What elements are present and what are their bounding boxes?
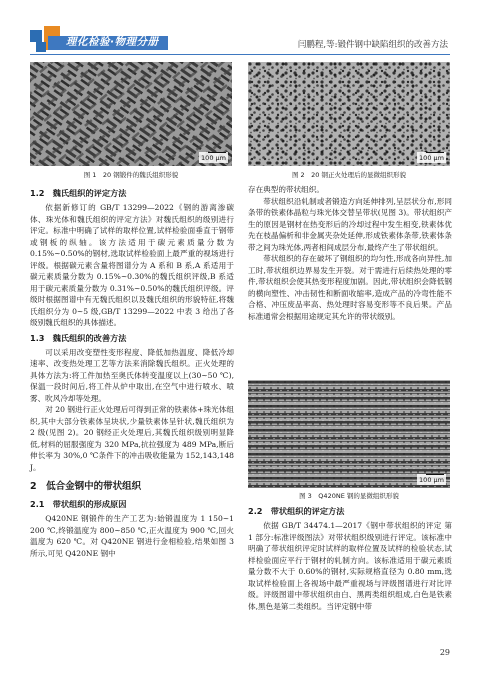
- paragraph: Q420NE 钢锻件的生产工艺为:始锻温度为 1 150~1 200 ℃,终锻温度为 800~850 ℃,正火温度为 900 ℃,回火温度为 620 ℃。对 Q420NE 钢进行金相检验,结果如图 3 所示,可见 Q420NE 钢中: [30, 514, 234, 558]
- section-title: 理化检验·物理分册: [66, 36, 159, 48]
- figure-2-scale-bar: 100 μm: [417, 152, 446, 164]
- figure-1-scale-bar: 100 μm: [199, 152, 228, 164]
- running-title: 闫鹏程,等:锻件钢中缺陷组织的改善方法: [297, 40, 448, 50]
- figure-1-micrograph: [30, 62, 232, 166]
- paragraph: 可以采用改变塑性变形程度、降低加热温度、降低冷却速率、改变热处理工艺等方法来消除魏氏组织。正火处理的具体方法为:将工件加热至奥氏体转变温度以上(30~50 ℃),保温一段时间后,将工件从炉中取出,在空气中进行喷水、喷雾、吹风冷却等处理。: [30, 347, 234, 403]
- heading-2-2: 2.2 带状组织的评定方法: [248, 506, 345, 516]
- paragraph: 对 20 钢进行正火处理后可得到正常的铁素体+珠光体组织,其中大部分铁素体呈块状,少量铁素体呈针状,魏氏组织为 2 级(见图 2)。20 钢经正火处理后,其魏氏组织级别明显降低,材料的屈服强度为 320 MPa,抗拉强度为 489 MPa,断后伸长率为 30%,0 ℃条件下的冲击吸收能量为 152,143,148 J。: [30, 405, 234, 472]
- paragraph: 依据 GB/T 34474.1—2017《钢中带状组织的评定 第 1 部分:标准评级图法》对带状组织级别进行评定。该标准中明确了带状组织评定时试样的取样位置及试样的检验状态,试样检验面应平行于钢材的轧制方向。该标准适用于碳元素质量分数不大于 0.60%的钢材,实际规格直径为 0.80 mm,选取试样检验面上各视场中最严重视场与评级图谱进行对比评级。评级图谱中带状组织由白、黑两类组织组成,白色是铁素体,黑色是第二类组织。当评定钢中带: [248, 521, 452, 611]
- paragraph: 依据新修订的 GB/T 13299—2022《钢的游离渗碳体、珠光体和魏氏组织的评定方法》对魏氏组织的级别进行评定。标准中明确了试样的取样位置,试样检验面垂直于钢带或钢板的纵轴。该方法适用于碳元素质量分数为 0.15%~0.50%的钢材,选取试样检验面上最严重的视场进行评级。根据碳元素含量将图谱分为 A 系和 B 系,A 系适用于碳元素质量分数为 0.15%~0.30%的魏氏组织评级,B 系适用于碳元素质量分数为 0.31%~0.50%的魏氏组织评级。评级时根据图谱中有无魏氏组织以及魏氏组织的形貌特征,将魏氏组织分为 0~5 级,GB/T 13299—2022 中表 3 给出了各级别魏氏组织的具体描述。: [30, 203, 234, 327]
- heading-1-2: 1.2 魏氏组织的评定方法: [30, 188, 127, 198]
- heading-1-3: 1.3 魏氏组织的改善方法: [30, 332, 127, 343]
- figure-2-micrograph: [248, 62, 450, 166]
- header-rule: [30, 54, 450, 55]
- paragraph: 带状组织的存在破坏了钢组织的均匀性,形成各向异性,加工时,带状组织边界易发生开裂。对于需进行后续热处理的零件,带状组织会使其热变形程度加剧。因此,带状组织会降低钢的横向塑性、冲击韧性和断面收缩率,造成产品的冷弯性能不合格、冲压废品率高、热处理时容易变形等不良后果。产品标准通常会根据用途规定其允许的带状级别。: [248, 254, 452, 321]
- right-column-bottom: [248, 502, 452, 612]
- figure-3-caption: 图 3 Q420NE 钢的显微组织形貌: [299, 492, 399, 500]
- heading-2: 2 低合金钢中的带状组织: [30, 481, 142, 492]
- page-number: 29: [439, 648, 450, 657]
- right-column-top: [248, 184, 452, 322]
- figure-3-micrograph: [248, 380, 450, 488]
- figure-2-caption: 图 2 20 钢正火处理后的显微组织形貌: [291, 171, 407, 179]
- left-column: [30, 184, 234, 559]
- paragraph: 带状组织沿轧制或者锻造方向延伸排列,呈层状分布,形同条带的铁素体晶粒与珠光体交替呈带状(见图 3)。带状组织产生的原因是钢材在热变形后的冷却过程中发生相变,铁素体优先在枝晶偏析和非金属夹杂处延伸,形成铁素体条带,铁素体条带之间为珠光体,两者相间成层分布,最终产生了带状组织。: [248, 196, 452, 252]
- paragraph: 存在典型的带状组织。: [248, 185, 324, 194]
- heading-2-1: 2.1 带状组织的形成原因: [30, 499, 127, 509]
- figure-3-scale-bar: 100 μm: [417, 474, 446, 486]
- figure-1-caption: 图 1 20 钢锻件的魏氏组织形貌: [83, 171, 179, 179]
